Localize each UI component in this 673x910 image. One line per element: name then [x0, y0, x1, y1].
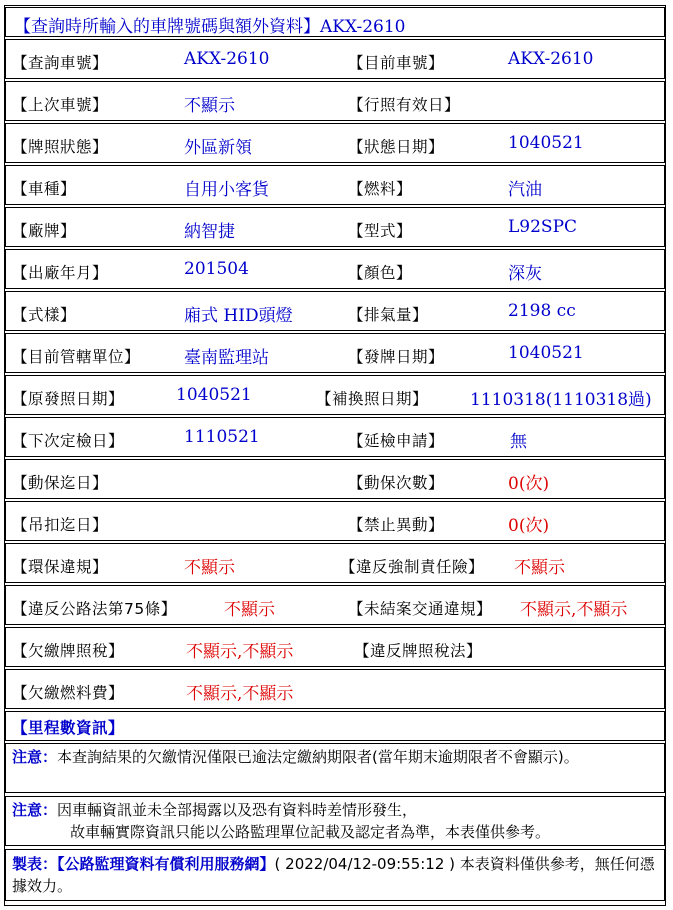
- note2-prefix: 注意：: [12, 801, 58, 819]
- info-row: [5, 81, 665, 121]
- mileage-label: 【里程數資訊】: [12, 719, 125, 737]
- note2-line1: 因車輛資訊並未全部揭露以及恐有資料時差情形發生，: [57, 801, 418, 819]
- info-row: [5, 165, 665, 205]
- field-value: 納智捷: [184, 222, 235, 242]
- info-row: [5, 627, 665, 667]
- field-label: 【車種】: [12, 180, 77, 198]
- field-value: 1110521: [184, 427, 260, 447]
- field-value: 外區新領: [184, 138, 252, 158]
- info-row: [5, 417, 665, 457]
- field-value: 不顯示: [514, 558, 565, 578]
- field-label: 【出廠年月】: [12, 264, 109, 282]
- field-label: 【欠繳燃料費】: [12, 684, 125, 702]
- header-title: 【查詢時所輸入的車牌號碼與額外資料】: [14, 17, 320, 37]
- field-label: 【顏色】: [348, 264, 413, 282]
- field-value: 不顯示,不顯示: [186, 684, 294, 704]
- field-value: 深灰: [508, 264, 542, 284]
- field-value: 不顯示: [184, 96, 235, 116]
- field-label: 【目前車號】: [348, 54, 445, 72]
- field-label: 【環保違規】: [12, 558, 109, 576]
- field-value: 自用小客貨: [184, 180, 269, 200]
- field-label: 【狀態日期】: [348, 138, 445, 156]
- field-label: 【禁止異動】: [348, 516, 445, 534]
- note-disclaimer: [5, 796, 665, 846]
- field-value: AKX-2610: [184, 49, 270, 69]
- field-label: 【式樣】: [12, 306, 77, 324]
- field-value: 1110318(1110318過): [470, 390, 652, 410]
- footer-statement: [5, 849, 665, 901]
- field-label: 【違反強制責任險】: [340, 558, 485, 576]
- field-label: 【牌照狀態】: [12, 138, 109, 156]
- field-label: 【查詢車號】: [12, 54, 109, 72]
- note2-line2: 故車輛實際資訊只能以公路監理單位記載及認定者為準，本表僅供參考。: [70, 823, 551, 841]
- field-label: 【延檢申請】: [348, 432, 445, 450]
- mileage-section: [5, 711, 665, 741]
- field-value: 不顯示,不顯示: [520, 600, 628, 620]
- field-value: L92SPC: [508, 217, 578, 237]
- field-label: 【未結案交通違規】: [348, 600, 493, 618]
- field-value: 臺南監理站: [184, 348, 269, 368]
- field-label: 【補換照日期】: [316, 390, 429, 408]
- info-row: [5, 375, 665, 415]
- field-label: 【動保迄日】: [12, 474, 109, 492]
- field-value: 不顯示,不顯示: [186, 642, 294, 662]
- info-row: [5, 123, 665, 163]
- field-value: 1040521: [176, 385, 252, 405]
- footer-source: 【公路監理資料有償利用服務網】: [57, 855, 275, 873]
- field-value: 廂式 HID頭燈: [184, 306, 293, 326]
- field-value: 不顯示: [224, 600, 275, 620]
- field-value: 0(次): [508, 474, 550, 494]
- field-label: 【行照有效日】: [348, 96, 461, 114]
- field-value: 不顯示: [184, 558, 235, 578]
- field-label: 【燃料】: [348, 180, 413, 198]
- field-label: 【原發照日期】: [12, 390, 125, 408]
- field-label: 【發牌日期】: [348, 348, 445, 366]
- field-value: 1040521: [508, 343, 584, 363]
- field-value: 汽油: [508, 180, 542, 200]
- field-value: 2198 cc: [508, 301, 576, 321]
- footer-prefix: 製表：: [12, 855, 58, 873]
- info-row: [5, 207, 665, 247]
- field-label: 【上次車號】: [12, 96, 109, 114]
- field-value: 0(次): [508, 516, 550, 536]
- note1-text: 本查詢結果的欠繳情況僅限已逾法定繳納期限者(當年期末逾期限者不會顯示)。: [57, 748, 579, 766]
- field-label: 【違反牌照稅法】: [354, 642, 483, 660]
- field-label: 【排氣量】: [348, 306, 429, 324]
- info-row: [5, 459, 665, 499]
- field-label: 【吊扣迄日】: [12, 516, 109, 534]
- field-label: 【違反公路法第75條】: [12, 600, 177, 618]
- info-row: [5, 501, 665, 541]
- field-label: 【動保次數】: [348, 474, 445, 492]
- field-label: 【下次定檢日】: [12, 432, 125, 450]
- header-plate: AKX-2610: [320, 17, 406, 37]
- info-row: [5, 333, 665, 373]
- info-row: [5, 543, 665, 583]
- field-value: AKX-2610: [508, 49, 594, 69]
- note1-prefix: 注意：: [12, 748, 58, 766]
- info-row: [5, 585, 665, 625]
- info-row: [5, 669, 665, 709]
- note-arrears: [5, 743, 665, 793]
- field-value: 1040521: [508, 133, 584, 153]
- info-row: [5, 39, 665, 79]
- field-value: 無: [510, 432, 527, 452]
- field-label: 【目前管轄單位】: [12, 348, 141, 366]
- field-label: 【型式】: [348, 222, 413, 240]
- query-header: [5, 7, 665, 37]
- field-label: 【欠繳牌照稅】: [12, 642, 125, 660]
- footer-text: ( 2022/04/12-09:55:12 ) 本表資料僅供參考，無任何憑據效力。: [12, 855, 655, 895]
- info-row: [5, 249, 665, 289]
- field-label: 【廠牌】: [12, 222, 77, 240]
- info-row: [5, 291, 665, 331]
- field-value: 201504: [184, 259, 249, 279]
